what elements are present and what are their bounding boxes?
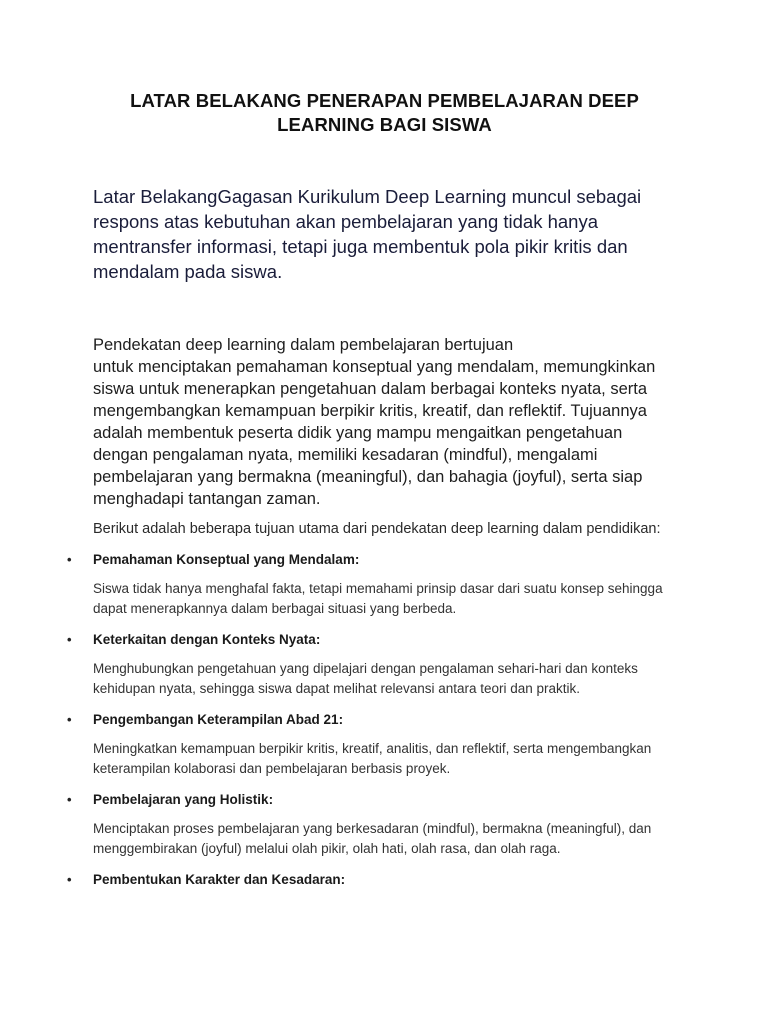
list-item: [67, 550, 676, 619]
goal-heading: Pembentukan Karakter dan Kesadaran:: [93, 872, 346, 887]
list-item: [67, 630, 676, 699]
goal-heading: Pembelajaran yang Holistik:: [93, 792, 274, 807]
list-item: [67, 790, 676, 859]
goal-description: Menghubungkan pengetahuan yang dipelajari dengan pengalaman sehari-hari dan konteks kehidupan nyata, sehingga siswa dapat melihat relevansi antara teori dan praktik.: [93, 661, 638, 696]
document-title: LATAR BELAKANG PENERAPAN PEMBELAJARAN DEEP LEARNING BAGI SISWA: [130, 90, 639, 135]
goal-description: Siswa tidak hanya menghafal fakta, tetapi memahami prinsip dasar dari suatu konsep sehingga dapat menerapkannya dalam berbagai situasi yang berbeda.: [93, 581, 663, 616]
bullet-icon: •: [67, 632, 72, 647]
purpose-paragraph: Pendekatan deep learning dalam pembelajaran bertujuan untuk menciptakan pemahaman konseptual yang mendalam, memungkinkan siswa untuk menerapkan pengetahuan dalam berbagai konteks nyata, serta mengembangkan kemampuan berpikir kritis, kreatif, dan reflektif. Tujuannya adalah membentuk peserta didik yang mampu mengaitkan pengetahuan dengan pengalaman nyata, memiliki kesadaran (mindful), mengalami pembelajaran yang bermakna (meaningful), dan bahagia (joyful), serta siap menghadapi tantangan zaman.: [93, 336, 656, 508]
bullet-icon: •: [67, 552, 72, 567]
goal-heading: Keterkaitan dengan Konteks Nyata:: [93, 632, 321, 647]
bullet-icon: •: [67, 792, 72, 807]
bullet-icon: •: [67, 872, 72, 887]
goal-heading: Pemahaman Konseptual yang Mendalam:: [93, 552, 360, 567]
goals-lead-text: Berikut adalah beberapa tujuan utama dari pendekatan deep learning dalam pendidikan:: [93, 521, 661, 537]
goal-description: Meningkatkan kemampuan berpikir kritis, kreatif, analitis, dan reflektif, serta mengembangkan keterampilan kolaborasi dan pembelajaran berbasis proyek.: [93, 741, 652, 776]
goals-list: [67, 550, 676, 890]
goal-heading: Pengembangan Keterampilan Abad 21:: [93, 712, 344, 727]
intro-paragraph: Latar BelakangGagasan Kurikulum Deep Learning muncul sebagai respons atas kebutuhan akan pembelajaran yang tidak hanya mentransfer informasi, tetapi juga membentuk pola pikir kritis dan mendalam pada siswa.: [93, 186, 642, 282]
list-item: [67, 710, 676, 779]
list-item: [67, 870, 676, 890]
bullet-icon: •: [67, 712, 72, 727]
goal-description: Menciptakan proses pembelajaran yang berkesadaran (mindful), bermakna (meaningful), dan menggembirakan (joyful) melalui olah pikir, olah hati, olah rasa, dan olah raga.: [93, 821, 652, 856]
